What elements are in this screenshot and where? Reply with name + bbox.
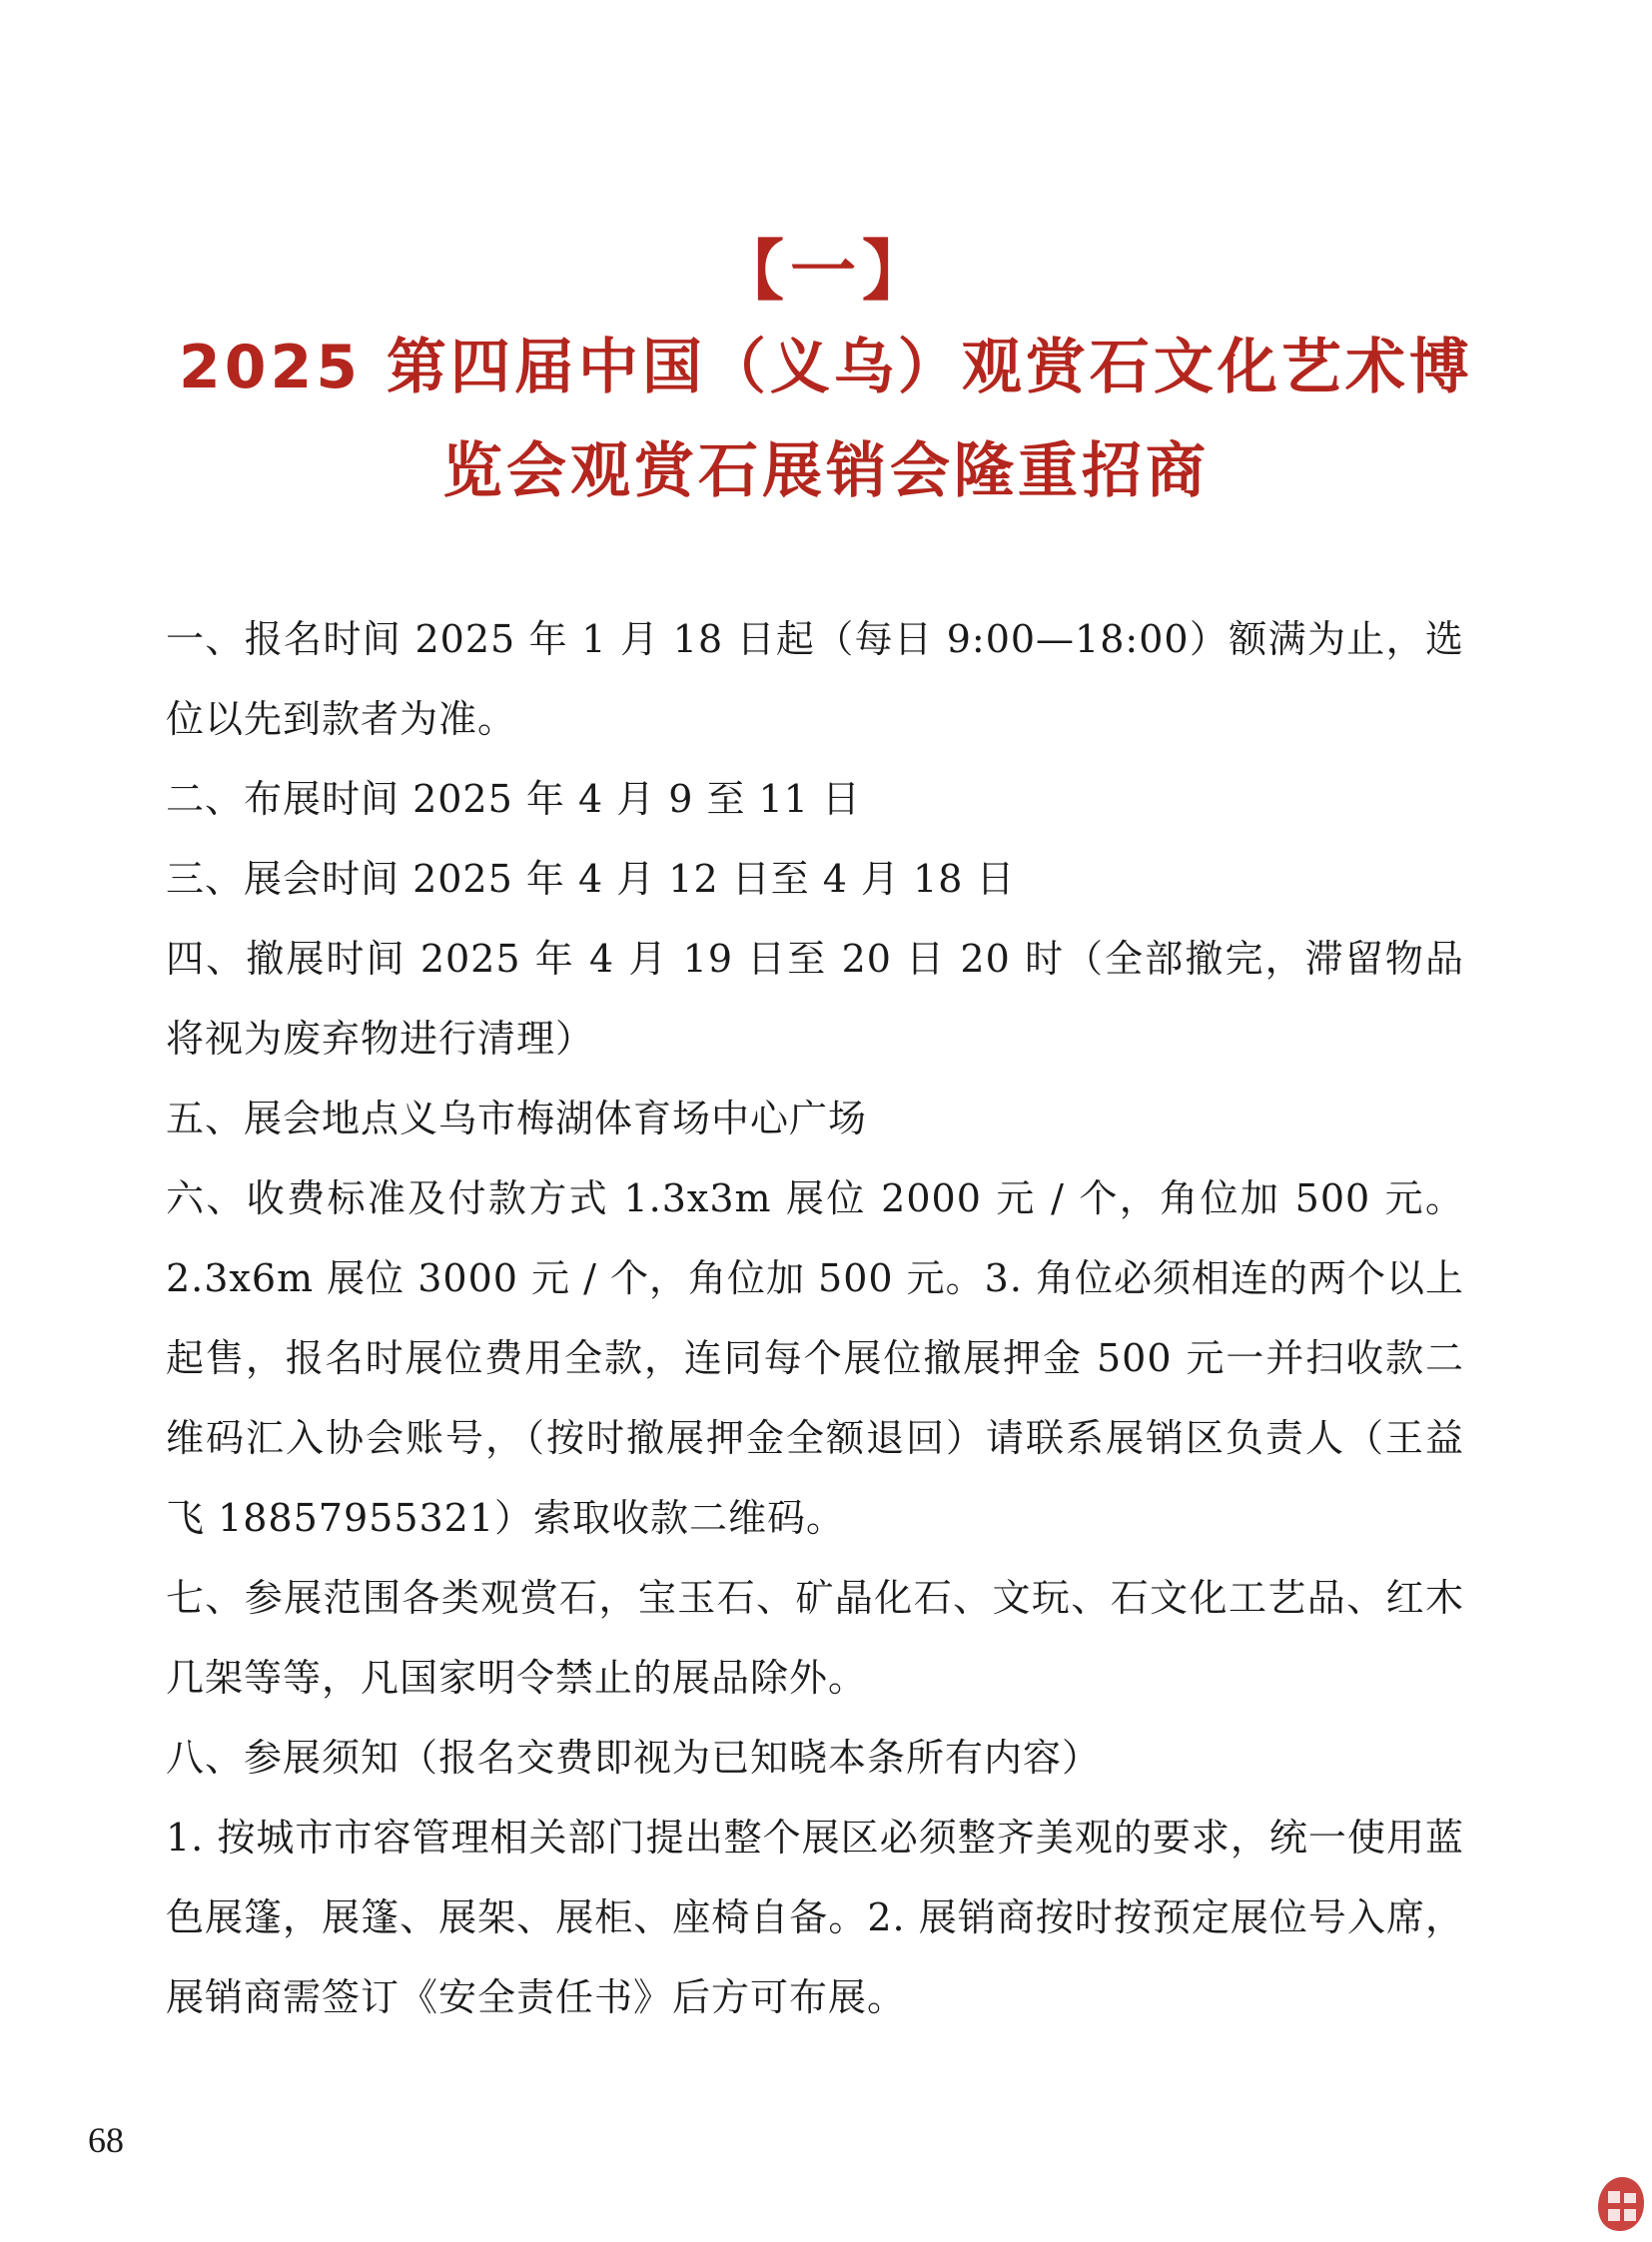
title-line-2: 览会观赏石展销会隆重招商 <box>442 436 1210 506</box>
paragraph-notice-heading: 八、参展须知（报名交费即视为已知晓本条所有内容） <box>166 1736 1102 1780</box>
body-text <box>166 599 1464 2037</box>
paragraph-notice-items: 1. 按城市市容管理相关部门提出整个展区必须整齐美观的要求，统一使用蓝色展篷，展篷、展架、展柜、座椅自备。2. 展销商按时按预定展位号入席，展销商需签订《安全责任书》后方可布展。 <box>166 1816 1464 2019</box>
paragraph-registration-time: 一、报名时间 2025 年 1 月 18 日起（每日 9:00—18:00）额满为止，选位以先到款者为准。 <box>166 617 1464 741</box>
paragraph-fees: 六、收费标准及付款方式 1.3x3m 展位 2000 元 / 个，角位加 500 元。2.3x6m 展位 3000 元 / 个，角位加 500 元。3. 角位必须相连的两个以上起售，报名时展位费用全款，连同每个展位撤展押金 500 元一并扫收款二维码汇入协会账号，（按时撤展押金全额退回）请联系展销区负责人（王益飞 18857955321）索取收款二维码。 <box>166 1176 1465 1540</box>
paragraph-setup-time: 二、布展时间 2025 年 4 月 9 至 11 日 <box>166 777 862 821</box>
section-label: 【一】 <box>718 233 934 310</box>
paragraph-teardown-time: 四、撤展时间 2025 年 4 月 19 日至 20 日 20 时（全部撤完，滞留物品将视为废弃物进行清理） <box>166 937 1464 1061</box>
watermark-logo <box>1592 2167 1648 2237</box>
title-line-1: 2025 第四届中国（义乌）观赏石文化艺术博 <box>179 333 1473 402</box>
paragraph-venue: 五、展会地点义乌市梅湖体育场中心广场 <box>166 1097 868 1140</box>
paragraph-scope: 七、参展范围各类观赏石，宝玉石、矿晶化石、文玩、石文化工艺品、红木几架等等，凡国家明令禁止的展品除外。 <box>166 1576 1464 1700</box>
page-number: 68 <box>88 2120 124 2160</box>
paragraph-exhibition-time: 三、展会时间 2025 年 4 月 12 日至 4 月 18 日 <box>166 857 1016 901</box>
